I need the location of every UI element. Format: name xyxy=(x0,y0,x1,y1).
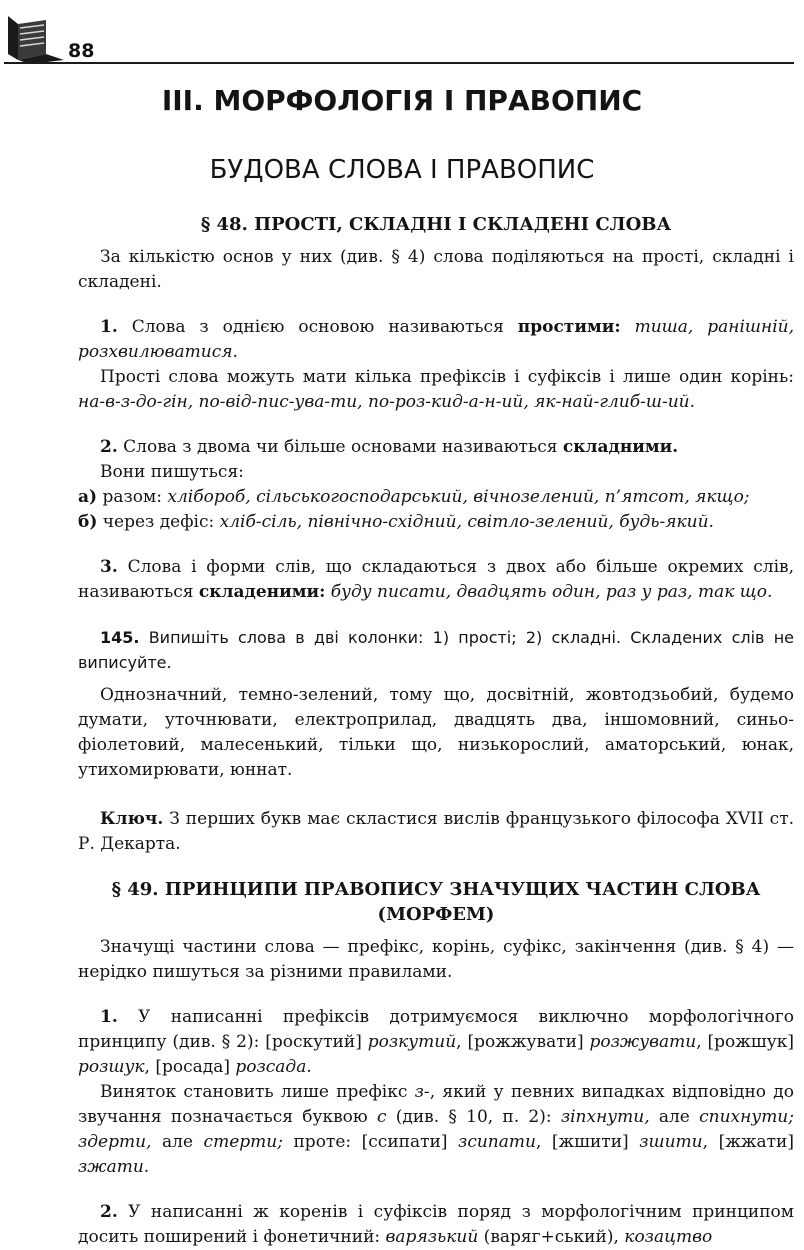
item-text: У написанні префіксів дотримуємося виключно морфологічного принципу (див. § 2): [роскутий] xyxy=(78,1007,794,1052)
item-text: Виняток становить лише префікс xyxy=(100,1082,415,1102)
section-48-item-2b xyxy=(78,510,794,535)
item-text: Слова з двома чи більше основами називаються xyxy=(117,437,563,457)
example: зіпхнути, xyxy=(560,1107,650,1127)
exercise-text: Випишіть слова в дві колонки: 1) прості; 2) складні. Складених слів не виписуйте. xyxy=(78,628,794,672)
section-49-item-1-exception xyxy=(78,1080,794,1180)
exercise-145-words: Однозначний, темно-зелений, тому що, досвітній, жовтодзьобий, будемо думати, уточнювати, електроприлад, двадцять два, іншомовний, синьо-фіолетовий, малесенький, тільки що, низькорослий, аматорський, юнак, утихомирювати, юннат. xyxy=(78,685,794,780)
sub-label: а) xyxy=(78,487,98,507)
page-content xyxy=(78,212,794,1250)
example: зсипати xyxy=(458,1132,536,1152)
sub-label: б) xyxy=(78,512,98,532)
section-49-heading-line-1: § 49. ПРИНЦИПИ ПРАВОПИСУ ЗНАЧУЩИХ ЧАСТИН СЛОВА xyxy=(111,879,761,900)
key-text: З перших букв має скластися вислів французького філософа XVII ст. Р. Декарта. xyxy=(78,809,794,854)
example: зшити xyxy=(639,1132,703,1152)
section-48-item-3 xyxy=(78,555,794,605)
example: козацтво xyxy=(624,1227,713,1247)
example: розшук xyxy=(78,1057,145,1077)
item-text: Прості слова можуть мати кілька префіксів і суфіксів і лише один корінь: xyxy=(100,367,794,387)
examples: хліб-сіль, північно-східний, світло-зелений, будь-який. xyxy=(219,512,714,532)
section-49-item-2 xyxy=(78,1200,794,1250)
chapter-subtitle: БУДОВА СЛОВА І ПРАВОПИС xyxy=(209,155,595,185)
item-text: Слова і форми слів, що складаються з двох або більше окремих слів, називаються xyxy=(78,557,794,602)
example: розсада. xyxy=(235,1057,312,1077)
exercise-number: 145. xyxy=(100,628,140,647)
item-text: проте: [ссипати] xyxy=(282,1132,459,1152)
item-number: 1. xyxy=(100,1007,118,1027)
section-48-item-1-detail xyxy=(78,365,794,415)
example: зжати. xyxy=(78,1157,150,1177)
book-icon xyxy=(6,14,66,64)
page-number: 88 xyxy=(68,40,95,62)
example: варязький xyxy=(385,1227,479,1247)
example: спихнути; здерти, xyxy=(78,1107,794,1152)
example: с xyxy=(376,1107,387,1127)
section-48-item-2-lead: Вони пишуться: xyxy=(100,462,244,482)
term: простими: xyxy=(517,317,621,337)
examples: хлібороб, сільськогосподарський, вічнозелений, п’ятсот, якщо; xyxy=(167,487,750,507)
section-48-item-2 xyxy=(78,435,794,460)
example: розкутий xyxy=(367,1032,457,1052)
item-text: Слова з однією основою називаються xyxy=(117,317,518,337)
section-49-intro: Значущі частини слова — префікс, корінь, суфікс, закінчення (див. § 4) — нерідко пишуться за різними правилами. xyxy=(78,937,794,982)
item-text: , [росада] xyxy=(144,1057,236,1077)
section-49-heading-line-2: (МОРФЕМ) xyxy=(377,904,495,925)
item-number: 2. xyxy=(100,1202,118,1222)
example: розжувати xyxy=(589,1032,697,1052)
item-text: (див. § 10, п. 2): xyxy=(386,1107,561,1127)
item-text: через дефіс: xyxy=(97,512,220,532)
item-text: , [рожжувати] xyxy=(456,1032,590,1052)
term: складними. xyxy=(562,437,679,457)
item-text: У написанні ж коренів і суфіксів поряд з морфологічним принципом досить поширений і фонетичний: xyxy=(78,1202,794,1247)
chapter-title: III. МОРФОЛОГІЯ І ПРАВОПИС xyxy=(161,84,643,117)
item-text: разом: xyxy=(97,487,168,507)
item-number: 3. xyxy=(100,557,118,577)
item-text: , [жшити] xyxy=(535,1132,640,1152)
section-48-intro: За кількістю основ у них (див. § 4) слова поділяються на прості, складні і складені. xyxy=(78,247,794,292)
item-text: , який у певних випадках відповідно до звучання позначається буквою xyxy=(78,1082,795,1127)
section-48-item-2a xyxy=(78,485,794,510)
page-header xyxy=(0,0,804,70)
item-text: але xyxy=(649,1107,700,1127)
examples: на-в-з-до-гін, по-від-пис-ува-ти, по-роз-кид-а-н-ий, як-най-глиб-ш-ий. xyxy=(78,392,695,412)
example: стерти; xyxy=(203,1132,283,1152)
header-rule xyxy=(4,62,794,64)
term: складеними: xyxy=(198,582,326,602)
item-text: , [рожшук] xyxy=(696,1032,794,1052)
section-48-item-1 xyxy=(78,315,794,365)
section-48-heading: § 48. ПРОСТІ, СКЛАДНІ І СКЛАДЕНІ СЛОВА xyxy=(200,214,672,235)
key-label: Ключ. xyxy=(100,809,164,829)
item-text: , [жжати] xyxy=(702,1132,794,1152)
exercise-145-task xyxy=(78,625,794,675)
exercise-145-key xyxy=(78,807,794,857)
examples: буду писати, двадцять один, раз у раз, так що. xyxy=(325,582,773,602)
item-number: 2. xyxy=(100,437,118,457)
item-text: але xyxy=(151,1132,204,1152)
examples: тиша, ранішній, розхвилюватися. xyxy=(78,317,794,362)
section-49-item-1 xyxy=(78,1005,794,1080)
example: з- xyxy=(414,1082,430,1102)
item-text: (варяг+ський), xyxy=(478,1227,625,1247)
item-number: 1. xyxy=(100,317,118,337)
